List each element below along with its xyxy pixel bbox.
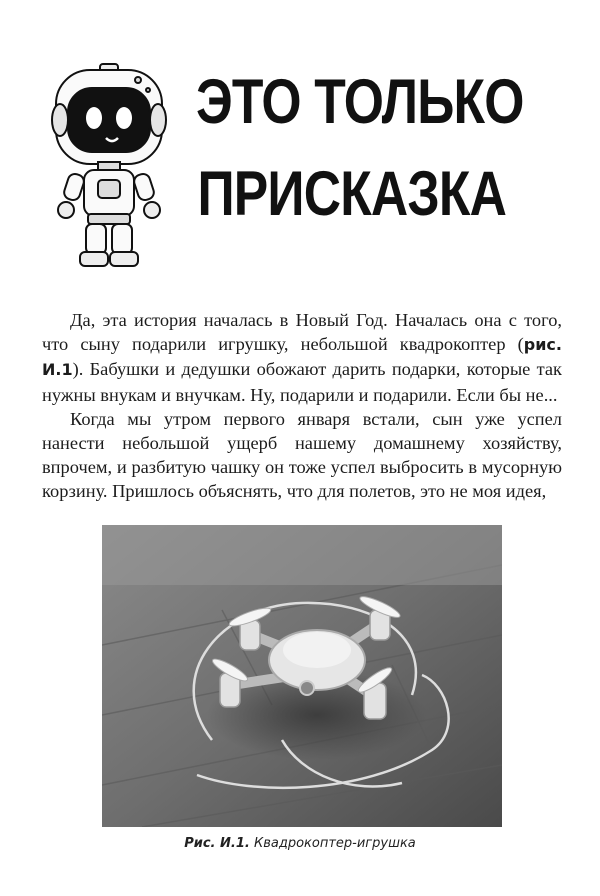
paragraph-2: Когда мы утром первого января встали, сын уже успел нанести небольшой ущерб нашему домашнему хозяйству, впрочем, и разбитую чашку он тоже успел выбросить в мусорную корзину. Пришлось объяснять, что для полетов, это не моя идея, bbox=[42, 408, 562, 502]
chapter-title-line-2: ПРИСКАЗКА bbox=[197, 159, 507, 229]
body-text bbox=[42, 308, 562, 504]
figure-reference: рис. И.1 bbox=[42, 335, 562, 380]
paragraph-1 bbox=[42, 308, 562, 407]
chapter-title-line-1: ЭТО ТОЛЬКО bbox=[196, 67, 524, 137]
chapter-title bbox=[196, 56, 524, 240]
figure-caption-text: Квадрокоптер-игрушка bbox=[253, 836, 416, 851]
figure-caption bbox=[0, 836, 600, 851]
paragraph-1-part-2: ). Бабушки и дедушки обожают дарить подарки, которые так нужны внукам и внучкам. Ну, подарили и подарили. Если бы не... bbox=[42, 359, 562, 405]
quadcopter-photo bbox=[102, 525, 502, 827]
paragraph-1-part-1: Да, эта история началась в Новый Год. Началась она с того, что сыну подарили игрушку, небольшой квадрокоптер ( bbox=[42, 310, 562, 355]
robot-illustration bbox=[44, 62, 174, 272]
figure-label: Рис. И.1. bbox=[184, 836, 250, 851]
